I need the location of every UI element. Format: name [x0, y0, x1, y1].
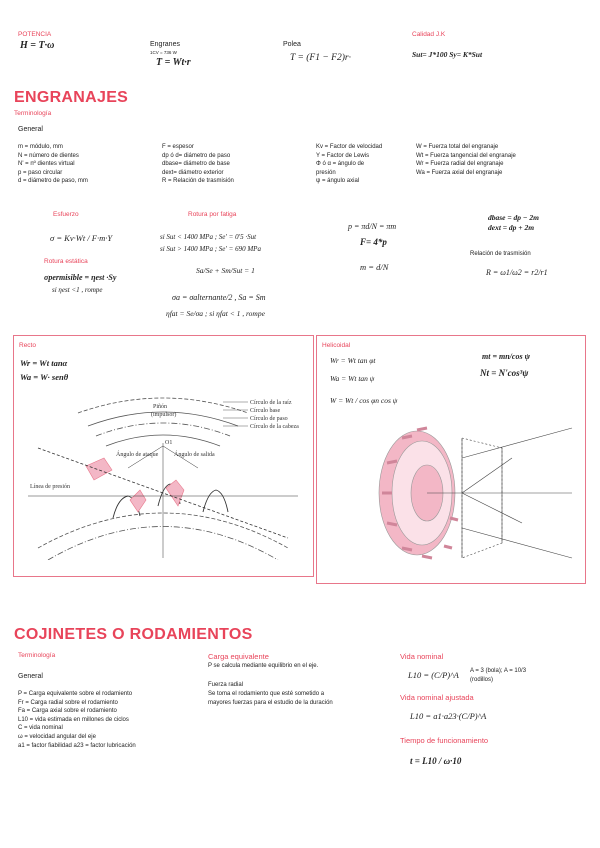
term: P = Carga equivalente sobre el rodamiento	[18, 691, 133, 697]
rotura-estatica-f1: σpermisible = ηest ·Sy	[44, 273, 117, 282]
diagram-label: Círculo base	[250, 408, 281, 414]
diagram-label: Línea de presión	[30, 484, 70, 490]
term: m = módulo, mm	[18, 144, 63, 150]
calidad-formula: Sut= J*100 Sy= K*Sut	[412, 50, 483, 59]
fuerza-text-2: mayores fuerzas para el estudio de la duración	[208, 700, 333, 706]
cojinetes-title: COJINETES O RODAMIENTOS	[14, 626, 253, 643]
diagram-label: Círculo de la raíz	[250, 400, 292, 406]
helicoidal-label: Helicoidal	[322, 342, 351, 349]
engranes-label: Engranes	[150, 41, 180, 48]
polea-label: Polea	[283, 41, 301, 48]
diagram-label: Ángulo de ataque	[116, 452, 159, 458]
recto-f1: Wr = Wt tanα	[20, 358, 68, 368]
esfuerzo-formula: σ = Kv·Wt / F·m·Y	[50, 233, 113, 243]
relacion-label: Relación de trasmisión	[470, 251, 531, 257]
term: Fa = Carga axial sobre el rodamiento	[18, 708, 117, 715]
term: Wr = Fuerza radial del engranaje	[416, 161, 504, 168]
term: ω = velocidad angular del eje	[18, 733, 96, 740]
engranajes-general: General	[18, 126, 43, 133]
diagram-label: Piñón	[153, 404, 168, 410]
term: Φ ó α = ángulo de	[316, 161, 365, 168]
fuerza-text-1: Se toma el rodamiento que esté sometido a	[208, 691, 325, 697]
helical-gear-diagram	[372, 418, 582, 570]
carga-text: P se calcula mediante equilibrio en el eje.	[208, 663, 319, 669]
helicoidal-f4: mt = mn/cos ψ	[482, 352, 530, 361]
cojinetes-general: General	[18, 673, 43, 680]
dext-formula: dext = dp + 2m	[488, 223, 535, 232]
tiempo-label: Tiempo de funcionamiento	[400, 736, 489, 745]
dbase-formula: dbase = dp − 2m	[488, 213, 539, 222]
terms-col-2	[162, 143, 234, 186]
recto-label: Recto	[19, 342, 36, 349]
diagram-label: O1	[165, 440, 173, 446]
term: Fr = Carga radial sobre el rodamiento	[18, 699, 118, 706]
term: L10 = vida estimada en millones de ciclos	[18, 716, 129, 723]
engranes-formula: T = Wt·r	[156, 57, 191, 68]
term: Kv = Factor de velocidad	[316, 144, 383, 150]
term: F = espesor	[162, 144, 194, 150]
term: presión	[316, 169, 336, 176]
terms-col-4	[416, 143, 516, 177]
term: dp ó d= diámetro de paso	[162, 152, 231, 159]
rotura-fatiga-f2: si Sut > 1400 MPa ; Se' = 690 MPa	[160, 245, 261, 253]
vida-note-1: A = 3 (bola); A = 10/3	[470, 668, 527, 674]
rotura-fatiga-f4: σa = σalternante/2 , Sa = Sm	[172, 293, 266, 302]
espesor-formula: F= 4*p	[360, 237, 387, 247]
diagram-label: Círculo de la cabeza	[250, 424, 299, 430]
diagram-label: Círculo de paso	[250, 416, 288, 422]
vida-ajustada-formula: L10 = a1·a23·(C/P)^A	[410, 711, 487, 721]
term: N = número de dientes	[18, 152, 79, 159]
rotura-estatica-f2: si ηest <1 , rompe	[52, 286, 103, 294]
helicoidal-f1: Wr = Wt tan φt	[330, 356, 376, 365]
potencia-label: POTENCIA	[18, 31, 52, 38]
helicoidal-f3: W = Wt / cos φn cos ψ	[330, 396, 398, 405]
rotura-fatiga-label: Rotura por fatiga	[188, 211, 237, 218]
term: C = vida nominal	[18, 725, 63, 732]
term: W = Fuerza total del engranaje	[416, 144, 499, 150]
term: dbase= diámetro de base	[162, 161, 230, 168]
carga-label: Carga equivalente	[208, 652, 269, 661]
rotura-fatiga-f3: Sa/Se + Sm/Sut = 1	[196, 266, 255, 275]
rotura-fatiga-f5: ηfat = Se/σa ; si ηfat < 1 , rompe	[166, 309, 265, 318]
helicoidal-f5: Nt = N'cos³ψ	[480, 368, 529, 378]
term: p = paso circular	[18, 169, 63, 176]
tiempo-formula: t = L10 / ω·10	[410, 756, 462, 766]
engranes-note: 1CV = 736 W	[150, 50, 177, 55]
fuerza-label: Fuerza radial	[208, 682, 244, 688]
calidad-label: Calidad J.K	[412, 31, 446, 38]
cojinetes-terms	[18, 690, 136, 750]
spur-gear-diagram	[18, 388, 308, 560]
terms-col-1	[18, 143, 88, 186]
term: dext= diámetro exterior	[162, 169, 224, 176]
engranajes-title: ENGRANAJES	[14, 89, 129, 106]
term: a1 = factor fiabilidad a23 = factor lubricación	[18, 742, 136, 749]
term: d = diámetro de paso, mm	[18, 178, 88, 185]
helicoidal-f2: Wa = Wt tan ψ	[330, 374, 375, 383]
vida-label: Vida nominal	[400, 652, 444, 661]
term: Wa = Fuerza axial del engranaje	[416, 169, 503, 176]
polea-formula: T = (F1 − F2)r·	[290, 53, 351, 63]
potencia-formula: H = T·ω	[20, 40, 55, 51]
cojinetes-terminologia: Terminología	[18, 652, 56, 659]
rotura-estatica-label: Rotura estática	[44, 258, 88, 265]
recto-f2: Wa = W· senθ	[20, 372, 69, 382]
term: Y = Factor de Lewis	[316, 152, 370, 159]
rotura-fatiga-f1: si Sut < 1400 MPa ; Se' = 0'5 ·Sut	[160, 233, 257, 241]
terms-col-3	[316, 143, 382, 186]
vida-formula: L10 = (C/P)^A	[408, 670, 459, 680]
vida-note-2: (rodillos)	[470, 677, 494, 683]
modulo-formula: m = d/N	[360, 262, 389, 272]
relacion-formula: R = ω1/ω2 = r2/r1	[486, 268, 548, 277]
esfuerzo-label: Esfuerzo	[53, 211, 79, 218]
diagram-label: Ángulo de salida	[174, 452, 215, 458]
term: R = Relación de trasmisión	[162, 178, 234, 185]
term: ψ = ángulo axial	[316, 178, 360, 185]
vida-ajustada-label: Vida nominal ajustada	[400, 693, 474, 702]
term: Wt = Fuerza tangencial del engranaje	[416, 152, 516, 159]
engranajes-terminologia: Terminología	[14, 110, 52, 117]
term: N' = nº dientes virtual	[18, 161, 75, 168]
paso-formula: p = πd/N = πm	[348, 222, 397, 231]
diagram-label: (impulsor)	[151, 412, 177, 418]
